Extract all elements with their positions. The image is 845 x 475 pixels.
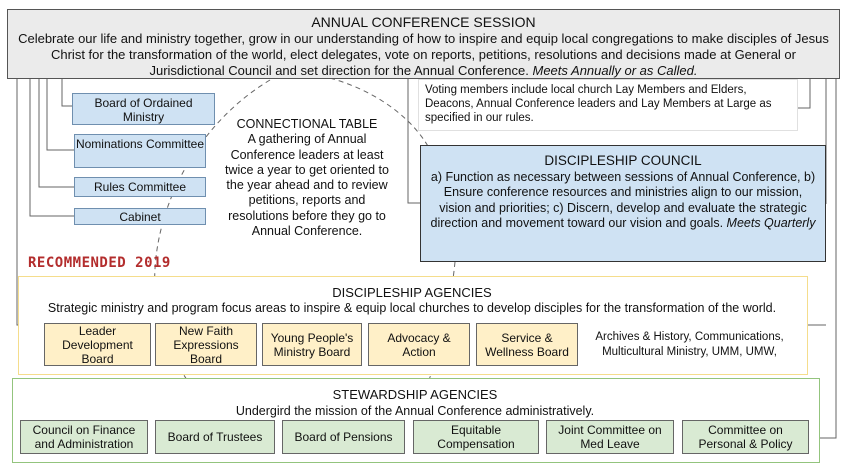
board-of-pensions-box	[282, 420, 405, 454]
agency-board-label: Leader Development Board	[62, 323, 133, 366]
discipleship-agencies-description: Strategic ministry and program focus areas to inspire & equip local churches to develop disciples for the transformation of the world.	[47, 301, 777, 315]
council-finance-administration-box	[20, 420, 148, 454]
discipleship-council-title: DISCIPLESHIP COUNCIL	[544, 153, 702, 168]
recommended-2019-label: RECOMMENDED 2019	[28, 255, 171, 271]
session-description: Celebrate our life and ministry together, grow in our understanding of how to inspire and equip local congregations to make disciples of Jesus Christ for the transformation of the world, elect delegates, vote on reports, petitions, resolutions and decisions made at General or Jurisdictional Council and set direction for the Annual Conference.	[18, 31, 829, 78]
discipleship-agencies-title: DISCIPLESHIP AGENCIES	[332, 285, 492, 300]
connectional-table	[222, 117, 392, 239]
stewardship-agencies-title: STEWARDSHIP AGENCIES	[332, 387, 498, 402]
discipleship-council-frequency: Meets Quarterly	[726, 216, 816, 230]
committee-label: Cabinet	[119, 210, 161, 224]
stewardship-board-label: Joint Committee on Med Leave	[558, 423, 662, 451]
leader-development-board-box	[44, 323, 151, 366]
young-peoples-ministry-board-box	[262, 323, 362, 366]
connectional-table-title: CONNECTIONAL TABLE	[236, 117, 378, 131]
discipleship-council-box	[420, 145, 826, 262]
joint-committee-med-leave-box	[546, 420, 674, 454]
board-of-trustees-box	[155, 420, 275, 454]
stewardship-board-label: Board of Pensions	[294, 430, 393, 444]
committee-label: Rules Committee	[93, 180, 187, 194]
stewardship-board-label: Board of Trustees	[167, 430, 263, 444]
discipleship-council-description: a) Function as necessary between sessions of Annual Conference, b) Ensure conference resources and ministries align to our mission, vision and priorities; c) Discern, develop and evaluate the strategic direction and movement toward our vision and goals.	[430, 169, 816, 230]
board-ordained-ministry-box	[72, 93, 215, 125]
connector-cabinet	[30, 79, 74, 216]
equitable-compensation-box	[413, 420, 539, 454]
session-title: ANNUAL CONFERENCE SESSION	[311, 14, 536, 30]
other-agencies-list: Archives & History, Communications, Multicultural Ministry, UMM, UMW,	[595, 331, 784, 358]
committee-personal-policy-box	[682, 420, 809, 454]
nominations-committee-box	[74, 134, 206, 168]
annual-conference-session-box	[7, 9, 840, 79]
stewardship-board-label: Council on Finance and Administration	[32, 423, 136, 451]
new-faith-expressions-board-box	[155, 323, 257, 366]
connector-rules	[39, 79, 74, 187]
connector-board-ordained	[62, 79, 72, 106]
agency-board-label: Service & Wellness Board	[485, 330, 569, 359]
stewardship-agencies-description: Undergird the mission of the Annual Conference administratively.	[235, 404, 595, 418]
session-frequency: Meets Annually or as Called.	[532, 63, 698, 78]
agency-board-label: New Faith Expressions Board	[173, 323, 239, 366]
committee-label: Nominations Committee	[75, 137, 205, 151]
stewardship-board-label: Equitable Compensation	[437, 423, 515, 451]
connector-nominations	[47, 79, 74, 150]
agency-board-label: Advocacy & Action	[387, 330, 451, 359]
cabinet-box	[74, 208, 206, 225]
agency-board-label: Young People's Ministry Board	[270, 330, 354, 359]
rules-committee-box	[74, 177, 206, 197]
voting-members-note: Voting members include local church Lay Members and Elders, Deacons, Annual Conference leaders and Lay Members at Large as specified in our rules.	[418, 79, 798, 131]
advocacy-action-box	[368, 323, 470, 366]
connector-right-outer-2	[798, 79, 810, 108]
service-wellness-board-box	[476, 323, 578, 366]
stewardship-board-label: Committee on Personal & Policy	[698, 423, 793, 451]
connectional-table-description: A gathering of Annual Conference leaders at least twice a year to get oriented to the year ahead and to review petitions, reports and resolutions before they go to Annual Conference.	[225, 132, 389, 239]
committee-label: Board of Ordained Ministry	[94, 96, 193, 124]
